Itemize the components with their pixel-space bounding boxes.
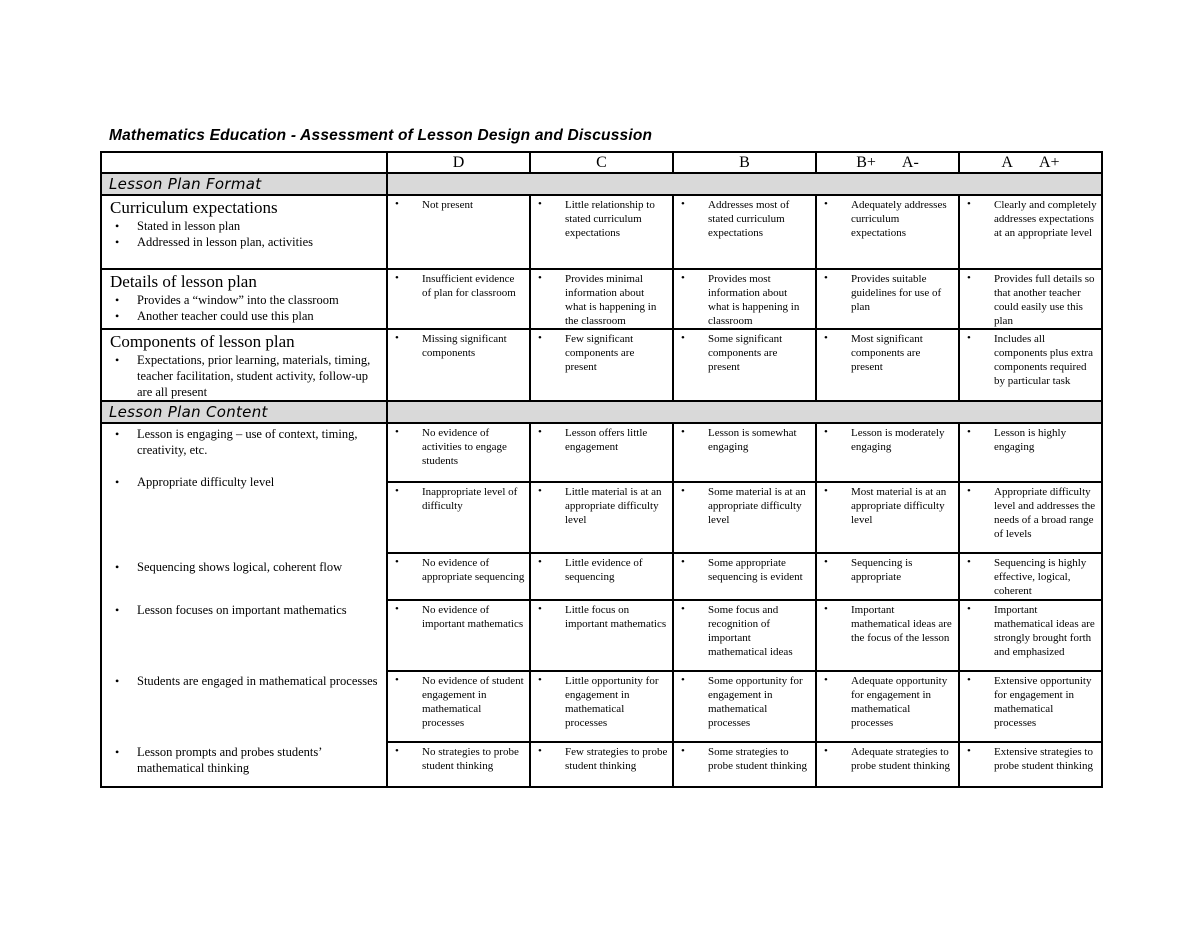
- rubric-td: [387, 742, 530, 787]
- grade-header-row: [101, 152, 1102, 173]
- rubric-cell: • No evidence of activities to engage students: [388, 424, 529, 468]
- rubric-cell: • Extensive strategies to probe student thinking: [960, 743, 1101, 773]
- rubric-cell: • Few significant components are present: [531, 330, 672, 374]
- criterion-title: Details of lesson plan: [110, 272, 257, 291]
- rubric-cell: • Lesson is somewhat engaging: [674, 424, 815, 454]
- grade-label: D: [452, 153, 465, 171]
- rubric-cell: • No evidence of important mathematics: [388, 601, 529, 631]
- rubric-td: [816, 423, 959, 482]
- rubric-td: [530, 482, 673, 553]
- rubric-cell: • No evidence of student engagement in mathematical processes: [388, 672, 529, 730]
- rubric-td: [673, 742, 816, 787]
- rubric-td: [959, 329, 1102, 401]
- section-row-content: [101, 401, 1102, 423]
- list-item: • Stated in lesson plan: [110, 218, 382, 234]
- rubric-td: [530, 553, 673, 600]
- rubric-row: [101, 671, 1102, 742]
- criterion-list: [110, 426, 382, 490]
- list-item: • Provides a “window” into the classroom: [110, 292, 382, 308]
- rubric-row: [101, 329, 1102, 401]
- section-label: Lesson Plan Content: [109, 402, 268, 421]
- rubric-cell: • Insufficient evidence of plan for classroom: [388, 270, 529, 300]
- rubric-cell: • Not present: [388, 196, 529, 212]
- section-heading: [101, 401, 387, 423]
- rubric-td: [530, 423, 673, 482]
- rubric-cell: • Little evidence of sequencing: [531, 554, 672, 584]
- rubric-cell: • Little opportunity for engagement in mathematical processes: [531, 672, 672, 730]
- rubric-td: [959, 600, 1102, 671]
- list-item: • Sequencing shows logical, coherent flow: [110, 559, 382, 575]
- rubric-cell: • Adequately addresses curriculum expectations: [817, 196, 958, 240]
- rubric-cell: • Inappropriate level of difficulty: [388, 483, 529, 513]
- rubric-td: [816, 553, 959, 600]
- rubric-cell: • Includes all components plus extra components required by particular task: [960, 330, 1101, 388]
- rubric-td: [387, 269, 530, 329]
- rubric-td: [816, 482, 959, 553]
- section-row-format: [101, 173, 1102, 195]
- rubric-cell: • Lesson is highly engaging: [960, 424, 1101, 454]
- list-item: • Lesson is engaging – use of context, timing, creativity, etc.: [110, 426, 382, 458]
- rubric-cell: • Important mathematical ideas are strongly brought forth and emphasized: [960, 601, 1101, 659]
- rubric-cell: • Appropriate difficulty level and addresses the needs of a broad range of levels: [960, 483, 1101, 541]
- rubric-cell: • No evidence of appropriate sequencing: [388, 554, 529, 584]
- rubric-td: [959, 553, 1102, 600]
- rubric-td: [816, 671, 959, 742]
- rubric-td: [673, 553, 816, 600]
- rubric-td: [530, 329, 673, 401]
- section-heading: [101, 173, 387, 195]
- rubric-td: [387, 195, 530, 269]
- criterion-cell: [101, 671, 387, 742]
- rubric-td: [387, 671, 530, 742]
- rubric-td: [530, 742, 673, 787]
- rubric-cell: • Little relationship to stated curriculum expectations: [531, 196, 672, 240]
- grade-header-b: [673, 152, 816, 173]
- criterion-title: Curriculum expectations: [110, 198, 278, 217]
- rubric-row: [101, 423, 1102, 482]
- section-label: Lesson Plan Format: [109, 174, 262, 193]
- rubric-cell: • Adequate opportunity for engagement in mathematical processes: [817, 672, 958, 730]
- rubric-td: [673, 600, 816, 671]
- rubric-td: [387, 423, 530, 482]
- grade-header-bplus-aminus: [816, 152, 959, 173]
- criterion-cell: [101, 742, 387, 787]
- rubric-row: [101, 195, 1102, 269]
- rubric-cell: • Some focus and recognition of important mathematical ideas: [674, 601, 815, 659]
- criterion-list: [110, 292, 382, 324]
- rubric-td: [387, 329, 530, 401]
- assessment-rubric-table: [100, 151, 1103, 788]
- rubric-cell: • Little material is at an appropriate difficulty level: [531, 483, 672, 527]
- rubric-td: [816, 329, 959, 401]
- grade-label: C: [596, 153, 607, 171]
- rubric-cell: • Provides suitable guidelines for use of plan: [817, 270, 958, 314]
- rubric-td: [959, 482, 1102, 553]
- rubric-td: [959, 269, 1102, 329]
- rubric-td: [816, 600, 959, 671]
- rubric-cell: • Missing significant components: [388, 330, 529, 360]
- rubric-td: [530, 600, 673, 671]
- grade-label: B+: [856, 153, 876, 171]
- criterion-list: [110, 744, 382, 776]
- rubric-cell: • Lesson offers little engagement: [531, 424, 672, 454]
- rubric-row: [101, 742, 1102, 787]
- rubric-td: [959, 671, 1102, 742]
- list-item: • Students are engaged in mathematical processes: [110, 673, 382, 689]
- rubric-row: [101, 269, 1102, 329]
- grade-header-d: [387, 152, 530, 173]
- grade-label: A: [1001, 153, 1013, 171]
- rubric-td: [387, 553, 530, 600]
- rubric-cell: • Provides minimal information about what is happening in the classroom: [531, 270, 672, 328]
- rubric-td: [959, 742, 1102, 787]
- rubric-cell: • Most significant components are present: [817, 330, 958, 374]
- rubric-cell: • Sequencing is appropriate: [817, 554, 958, 584]
- rubric-td: [673, 482, 816, 553]
- criterion-cell: [101, 553, 387, 600]
- rubric-td: [959, 195, 1102, 269]
- list-item: • Addressed in lesson plan, activities: [110, 234, 382, 250]
- criterion-cell: [101, 600, 387, 671]
- rubric-cell: • Provides full details so that another teacher could easily use this plan: [960, 270, 1101, 328]
- rubric-cell: • Few strategies to probe student thinking: [531, 743, 672, 773]
- grade-label: A+: [1038, 153, 1060, 171]
- criterion-list: [110, 559, 382, 575]
- criterion-list: [110, 602, 382, 618]
- criterion-cell: [101, 269, 387, 329]
- rubric-cell: • Some strategies to probe student thinking: [674, 743, 815, 773]
- grade-label: B: [739, 153, 750, 171]
- grade-label: A-: [901, 153, 919, 171]
- list-item: • Appropriate difficulty level: [110, 474, 382, 490]
- rubric-cell: • Some opportunity for engagement in mathematical processes: [674, 672, 815, 730]
- rubric-td: [816, 742, 959, 787]
- rubric-cell: • Adequate strategies to probe student thinking: [817, 743, 958, 773]
- list-item: • Lesson prompts and probes students’ mathematical thinking: [110, 744, 382, 776]
- rubric-cell: • No strategies to probe student thinking: [388, 743, 529, 773]
- criterion-cell: [101, 423, 387, 553]
- header-blank-cell: [101, 152, 387, 173]
- list-item: • Expectations, prior learning, materials, timing, teacher facilitation, student activity, follow-up are all present: [110, 352, 382, 400]
- rubric-cell: • Clearly and completely addresses expectations at an appropriate level: [960, 196, 1101, 240]
- criterion-list: [110, 673, 382, 689]
- rubric-cell: • Some material is at an appropriate difficulty level: [674, 483, 815, 527]
- criterion-cell: [101, 195, 387, 269]
- rubric-td: [673, 195, 816, 269]
- section-fill: [387, 173, 1102, 195]
- rubric-row: [101, 600, 1102, 671]
- rubric-td: [530, 269, 673, 329]
- list-item: • Lesson focuses on important mathematics: [110, 602, 382, 618]
- rubric-td: [673, 329, 816, 401]
- rubric-cell: • Important mathematical ideas are the focus of the lesson: [817, 601, 958, 645]
- rubric-td: [530, 671, 673, 742]
- document-title: Mathematics Education - Assessment of Lesson Design and Discussion: [109, 127, 653, 144]
- rubric-cell: • Some significant components are present: [674, 330, 815, 374]
- grade-header-c: [530, 152, 673, 173]
- criterion-cell: [101, 329, 387, 401]
- rubric-cell: • Provides most information about what is happening in classroom: [674, 270, 815, 328]
- rubric-td: [673, 423, 816, 482]
- rubric-td: [816, 269, 959, 329]
- rubric-td: [387, 600, 530, 671]
- list-item: • Another teacher could use this plan: [110, 308, 382, 324]
- rubric-td: [673, 671, 816, 742]
- rubric-cell: • Some appropriate sequencing is evident: [674, 554, 815, 584]
- criterion-list: [110, 352, 382, 400]
- rubric-cell: • Lesson is moderately engaging: [817, 424, 958, 454]
- criterion-list: [110, 218, 382, 250]
- rubric-td: [387, 482, 530, 553]
- rubric-cell: • Little focus on important mathematics: [531, 601, 672, 631]
- grade-header-a-aplus: [959, 152, 1102, 173]
- rubric-td: [673, 269, 816, 329]
- rubric-cell: • Addresses most of stated curriculum expectations: [674, 196, 815, 240]
- rubric-cell: • Extensive opportunity for engagement in mathematical processes: [960, 672, 1101, 730]
- section-fill: [387, 401, 1102, 423]
- rubric-cell: • Most material is at an appropriate difficulty level: [817, 483, 958, 527]
- criterion-title: Components of lesson plan: [110, 332, 295, 351]
- rubric-td: [959, 423, 1102, 482]
- rubric-td: [530, 195, 673, 269]
- rubric-row: [101, 553, 1102, 600]
- rubric-td: [816, 195, 959, 269]
- rubric-cell: • Sequencing is highly effective, logical, coherent: [960, 554, 1101, 598]
